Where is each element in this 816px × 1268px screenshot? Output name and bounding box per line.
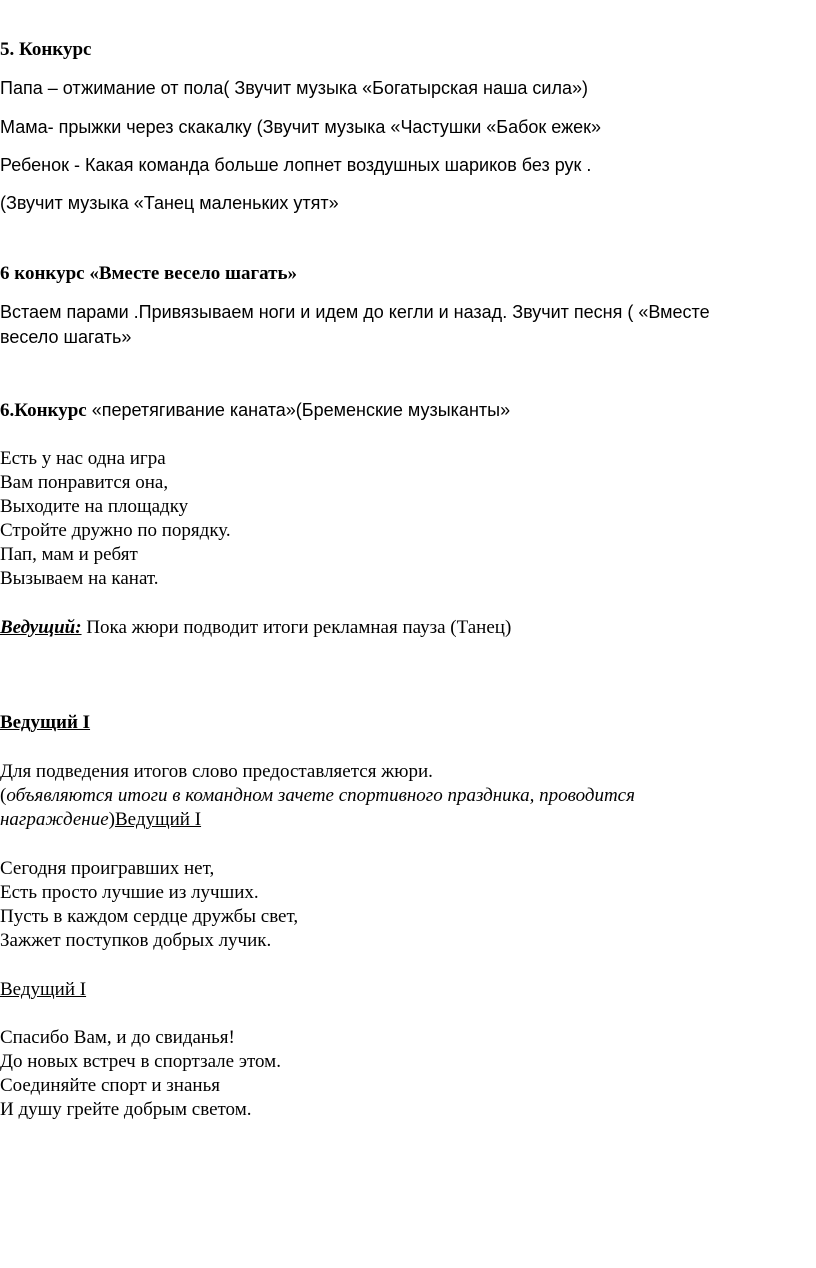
poem2-line: Пусть в каждом сердце дружбы свет, [0, 906, 299, 927]
section5-line: Папа – отжимание от пола( Звучит музыка «Богатырская наша сила») [0, 78, 588, 98]
poem1-line: Стройте дружно по порядку. [0, 520, 231, 541]
section5-line: Мама- прыжки через скакалку (Звучит музыка «Частушки «Бабок ежек» [0, 117, 602, 137]
host-note-label: Ведущий: [0, 617, 82, 638]
section6-heading: 6 конкурс «Вместе весело шагать» [0, 263, 298, 284]
host-note [0, 616, 511, 640]
jury-line [0, 784, 635, 808]
poem1-line: Есть у нас одна игра [0, 448, 166, 469]
poem3-line: Спасибо Вам, и до свиданья! [0, 1027, 235, 1048]
host1-heading: Ведущий I [0, 712, 91, 733]
section6-line: Встаем парами .Привязываем ноги и идем до кегли и назад. Звучит песня ( «Вместе [0, 302, 710, 322]
jury-line: Для подведения итогов слово предоставляется жюри. [0, 761, 433, 782]
section6b-heading-rest: «перетягивание каната»(Бременские музыканты» [86, 400, 511, 420]
section5-line: Ребенок - Какая команда больше лопнет воздушных шариков без рук . [0, 155, 592, 175]
section6b-heading-bold: 6.Конкурс [0, 400, 87, 421]
poem1-line: Вызываем на канат. [0, 568, 159, 589]
poem2-line: Сегодня проигравших нет, [0, 858, 215, 879]
poem1-line: Вам понравится она, [0, 472, 169, 493]
poem3-line: Соединяйте спорт и знанья [0, 1075, 220, 1096]
jury-host-label: Ведущий I [114, 809, 202, 830]
section6b-heading [0, 398, 510, 423]
jury-paren-open: ( [0, 785, 7, 806]
poem3-line: И душу грейте добрым светом. [0, 1099, 252, 1120]
section5-line: (Звучит музыка «Танец маленьких утят» [0, 193, 339, 213]
poem2-line: Есть просто лучшие из лучших. [0, 882, 259, 903]
section6-line: весело шагать» [0, 327, 132, 347]
host-note-text: Пока жюри подводит итоги рекламная пауза (Танец) [81, 617, 512, 638]
poem1-line: Пап, мам и ребят [0, 544, 138, 565]
poem3-line: До новых встреч в спортзале этом. [0, 1051, 281, 1072]
jury-italic-text: объявляются итоги в командном зачете спортивного праздника, проводится [6, 785, 635, 806]
section5-heading: 5. Конкурс [0, 39, 92, 60]
poem1-line: Выходите на площадку [0, 496, 189, 517]
poem2-line: Зажжет поступков добрых лучик. [0, 930, 272, 951]
jury-paren-close: ) [108, 809, 115, 830]
jury-line [0, 808, 201, 832]
host2-heading: Ведущий I [0, 979, 87, 1000]
jury-italic-text: награждение [0, 809, 109, 830]
